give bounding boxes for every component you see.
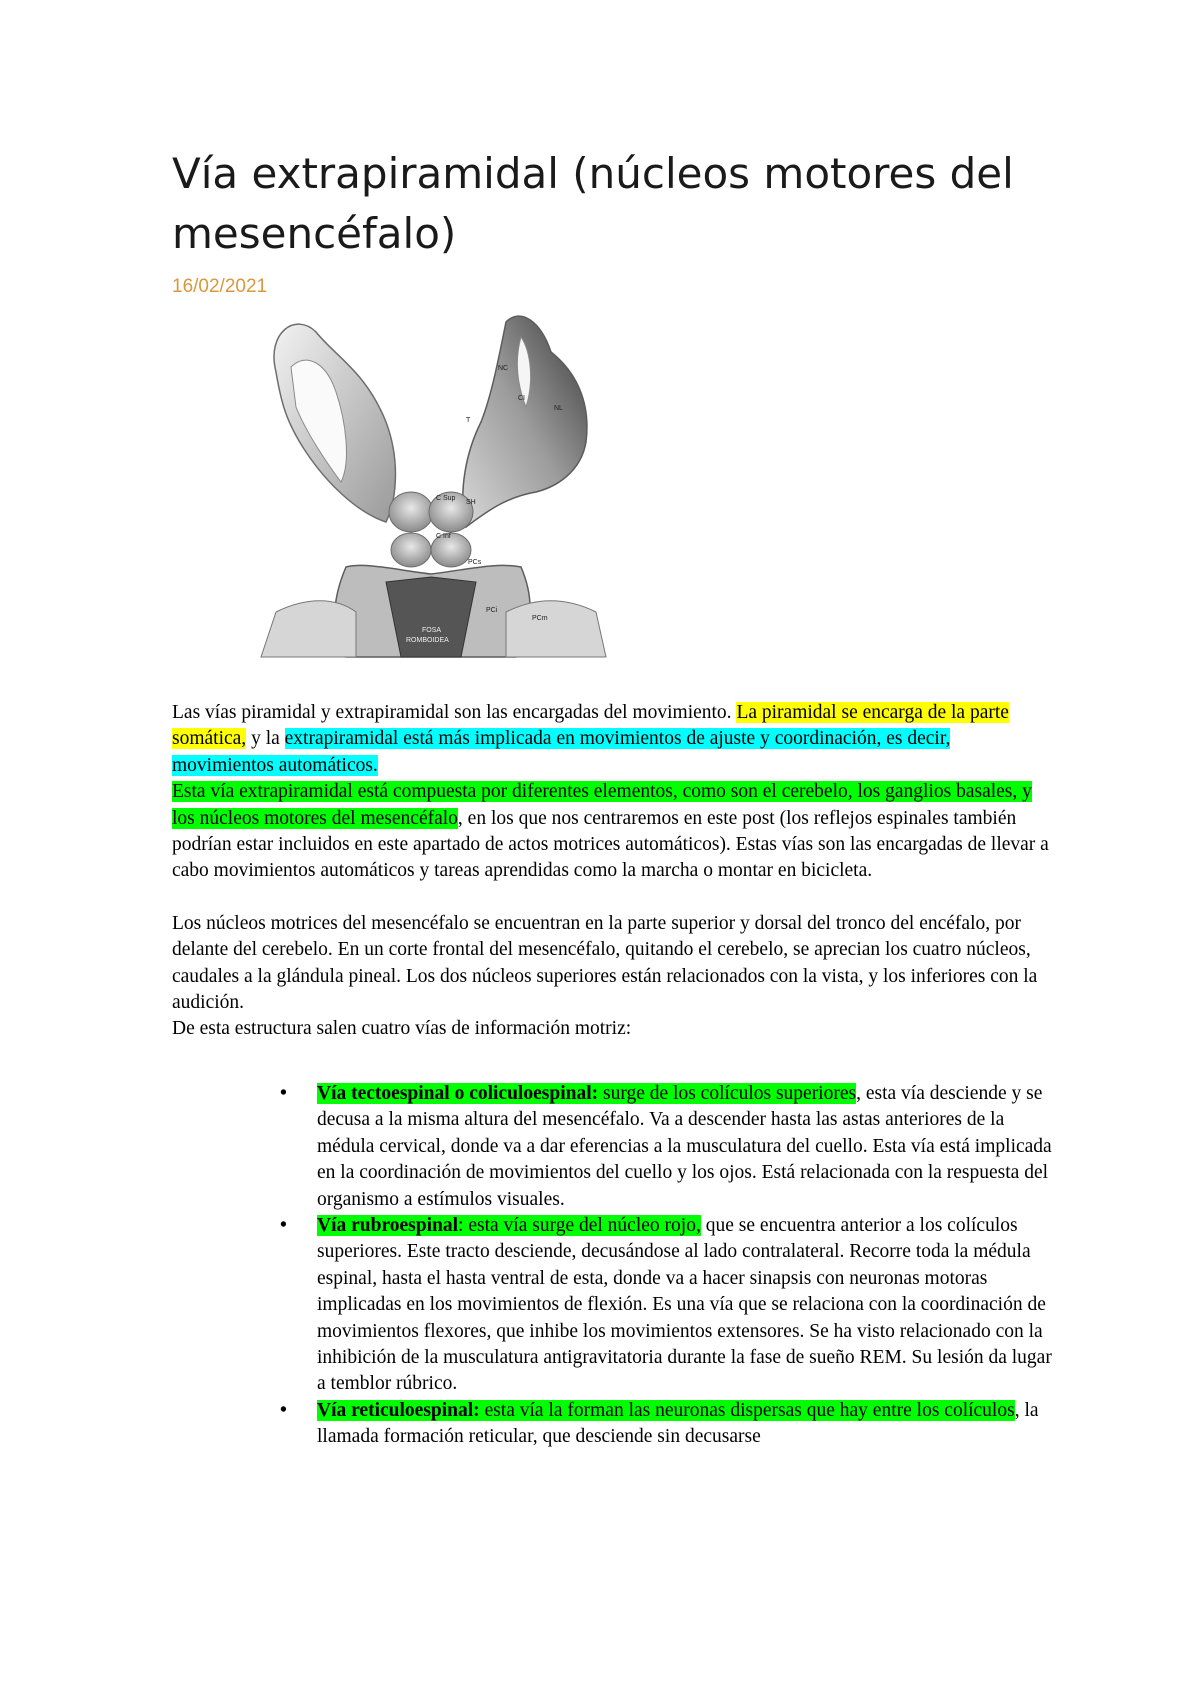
label-fosa: FOSA	[422, 627, 442, 634]
intro-connector: y la	[246, 728, 285, 750]
paragraph-pathways-intro: De esta estructura salen cuatro vías de información motriz:	[172, 1018, 632, 1040]
label-t: T	[466, 417, 471, 424]
pathway-description: que se encuentra anterior a los colículos superiores. Este tracto desciende, decusándose al lado contralateral. Recorre toda la médula espinal, hasta el hasta ventral de esta, donde va a hacer sinapsis con neuronas motoras implicadas en los movimientos de flexión. Es una vía que se relaciona con la coordinación de movimientos flexores, que inhibe los movimientos extensores. Se ha visto relacionado con la inhibición de la musculatura antigravitatoria durante la fase de sueño REM. Su lesión da lugar a temblor rúbrico.	[317, 1214, 1052, 1395]
bullet-marker: •	[280, 1399, 287, 1421]
list-item	[172, 1398, 1052, 1451]
label-cinf: C Inf	[436, 533, 451, 540]
pathway-highlight: surge de los colículos superiores	[598, 1082, 857, 1104]
pathway-highlight: esta vía la forman las neuronas dispersas que hay entre los colículos	[479, 1399, 1015, 1421]
pathway-description: , la llamada formación reticular, que desciende sin decusarse	[317, 1399, 1039, 1448]
pathway-highlight: : esta vía surge del núcleo rojo,	[458, 1214, 701, 1236]
pathways-list	[172, 1081, 1052, 1451]
paragraph-components	[172, 779, 1052, 885]
intro-text: Las vías piramidal y extrapiramidal son las encargadas del movimiento.	[172, 702, 737, 723]
label-romboidea: ROMBOIDEA	[406, 637, 449, 644]
label-pcm: PCm	[532, 615, 548, 622]
highlight-extrapiramidal: extrapiramidal está más implicada en movimientos de ajuste y coordinación, es decir, movimientos automáticos.	[172, 728, 951, 776]
list-item	[172, 1081, 1052, 1213]
pathway-name: Vía tectoespinal o coliculoespinal:	[317, 1082, 599, 1104]
label-sh: SH	[466, 499, 476, 506]
pathway-name: Vía reticuloespinal:	[317, 1399, 480, 1421]
label-nc: NC	[498, 365, 509, 372]
pathway-name: Vía rubroespinal	[317, 1214, 459, 1236]
article-title: Vía extrapiramidal (núcleos motores del mesencéfalo)	[172, 149, 1014, 258]
bullet-marker: •	[280, 1214, 287, 1236]
highlight-piramidal: La piramidal se encarga de la parte somática,	[172, 702, 1009, 750]
paragraph-nuclei: Los núcleos motrices del mesencéfalo se encuentran en la parte superior y dorsal del tronco del encéfalo, por delante del cerebelo. En un corte frontal del mesencéfalo, quitando el cerebelo, se aprecian los cuatro núcleos, caudales a la glándula pineal. Los dos núcleos superiores están relacionados con la vista, y los inferiores con la audición.	[172, 912, 1038, 1014]
pathway-description: , esta vía desciende y se decusa a la misma altura del mesencéfalo. Va a descender hasta las astas anteriores de la médula cervical, donde va a dar eferencias a la musculatura del cuello. Esta vía está implicada en la coordinación de movimientos del cuello y los ojos. Está relacionada con la respuesta del organismo a estímulos visuales.	[317, 1082, 1052, 1210]
label-ci: CI	[518, 395, 525, 402]
article-date: 16/02/2021	[172, 276, 268, 297]
article-body	[172, 700, 1052, 1451]
label-pci: PCi	[486, 607, 498, 614]
highlight-components: Esta vía extrapiramidal está compuesta por diferentes elementos, como son el cerebelo, los ganglios basales, y los núcleos motores del mesencéfalo	[172, 781, 1032, 829]
list-item	[172, 1213, 1052, 1398]
paragraph-intro	[172, 700, 1052, 779]
label-csup: C Sup	[436, 495, 456, 502]
label-pcs: PCs	[468, 559, 482, 566]
brainstem-illustration	[236, 312, 676, 702]
bullet-marker: •	[280, 1082, 287, 1104]
label-nl: NL	[554, 405, 563, 412]
components-text: , en los que nos centraremos en este post (los reflejos espinales también podrían estar incluidos en este apartado de actos motrices automáticos). Estas vías son las encargadas de llevar a cabo movimientos automáticos y tareas aprendidas como la marcha o montar en bicicleta.	[172, 807, 1049, 882]
